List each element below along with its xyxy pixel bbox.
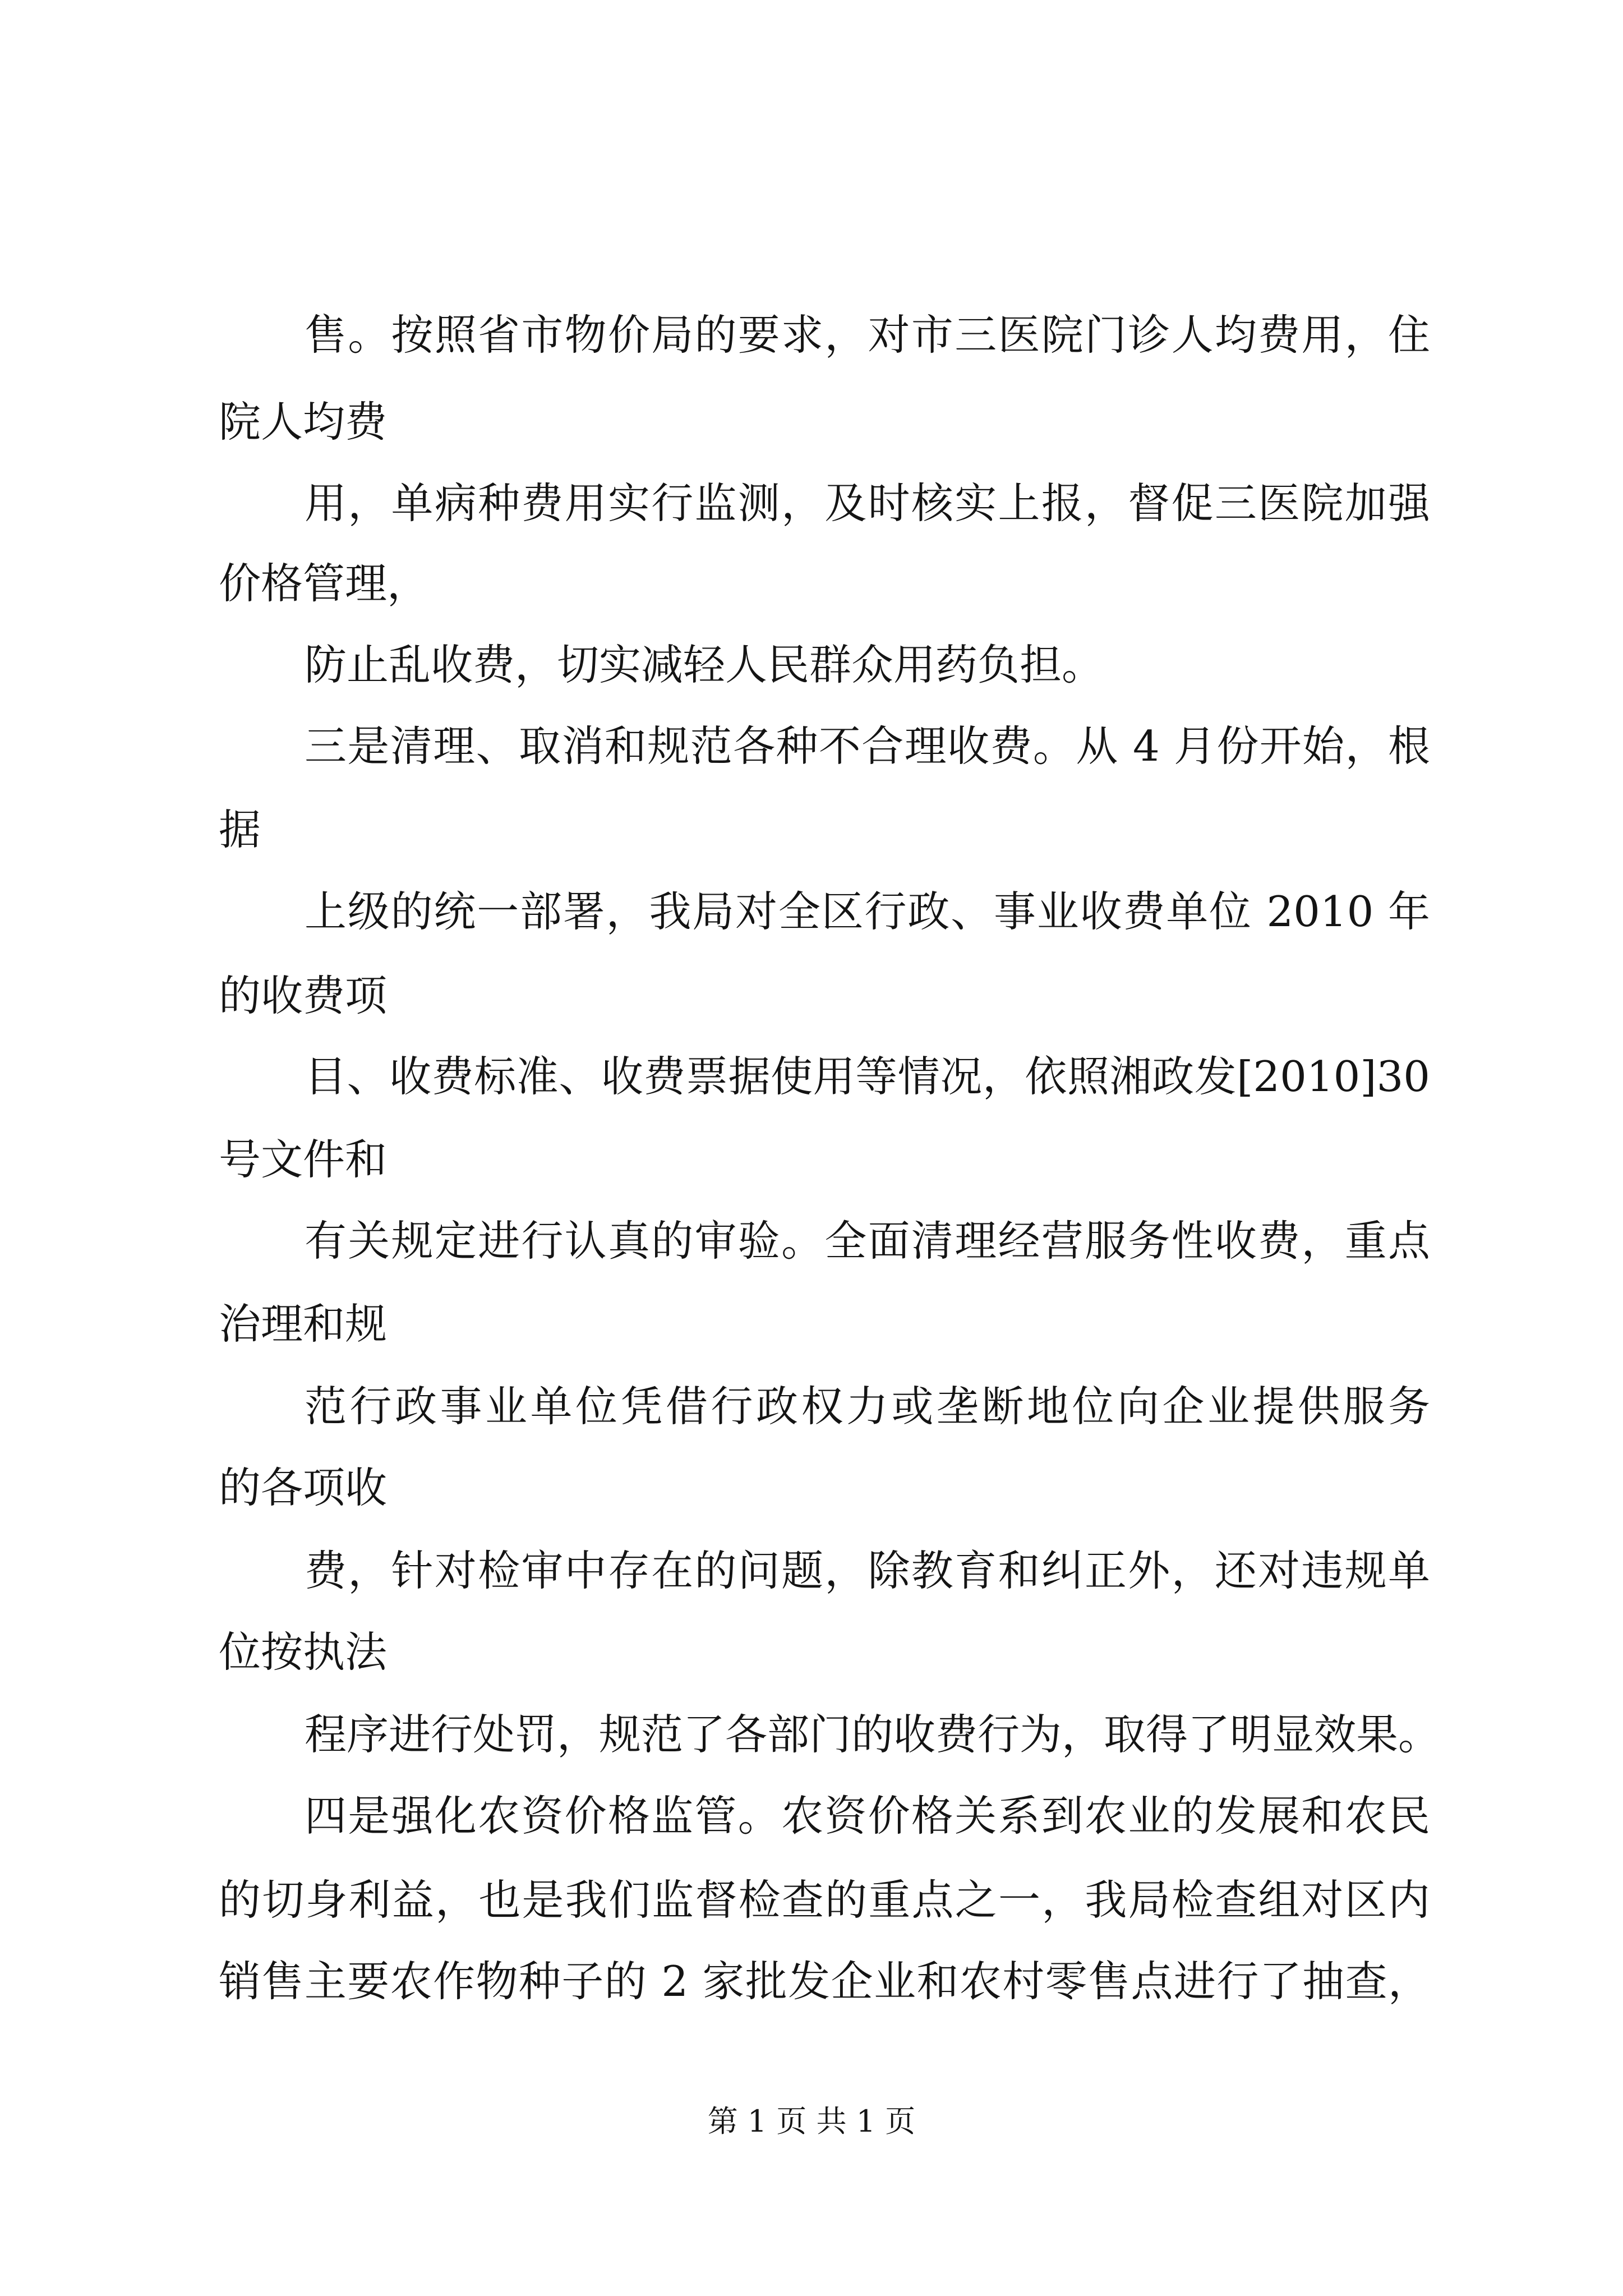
text-line: 用，单病种费用实行监测，及时核实上报，督促三医院加强	[305, 478, 1430, 528]
page-footer: 第 1 页 共 1 页	[707, 2104, 916, 2139]
text-line: 目、收费标准、收费票据使用等情况，依照湘政发[2010]30	[305, 1052, 1430, 1101]
text-line: 价格管理，	[219, 559, 430, 608]
text-line: 位按执法	[219, 1627, 388, 1677]
text-line: 的各项收	[219, 1463, 388, 1512]
text-line: 费，针对检审中存在的问题，除教育和纠正外，还对违规单	[305, 1546, 1430, 1595]
text-line: 程序进行处罚，规范了各部门的收费行为，取得了明显效果。	[305, 1710, 1441, 1759]
text-line: 据	[219, 805, 261, 854]
text-line: 四是强化农资价格监管。农资价格关系到农业的发展和农民	[305, 1791, 1430, 1841]
text-line: 的切身利益，也是我们监督检查的重点之一，我局检查组对区内	[219, 1875, 1430, 1925]
text-line: 防止乱收费，切实减轻人民群众用药负担。	[305, 640, 1104, 689]
text-line: 的收费项	[219, 971, 388, 1020]
text-line: 销售主要农作物种子的 2 家批发企业和农村零售点进行了抽查，	[219, 1957, 1430, 2006]
text-line: 治理和规	[219, 1299, 388, 1349]
text-line: 院人均费	[219, 397, 388, 447]
text-line: 有关规定进行认真的审验。全面清理经营服务性收费，重点	[305, 1216, 1430, 1266]
text-line: 上级的统一部署，我局对全区行政、事业收费单位 2010 年	[305, 887, 1430, 936]
text-line: 范行政事业单位凭借行政权力或垄断地位向企业提供服务	[305, 1382, 1430, 1431]
text-line: 三是清理、取消和规范各种不合理收费。从 4 月份开始，根	[305, 721, 1430, 771]
text-line: 号文件和	[219, 1135, 388, 1184]
text-line: 售。按照省市物价局的要求，对市三医院门诊人均费用，住	[305, 310, 1430, 360]
